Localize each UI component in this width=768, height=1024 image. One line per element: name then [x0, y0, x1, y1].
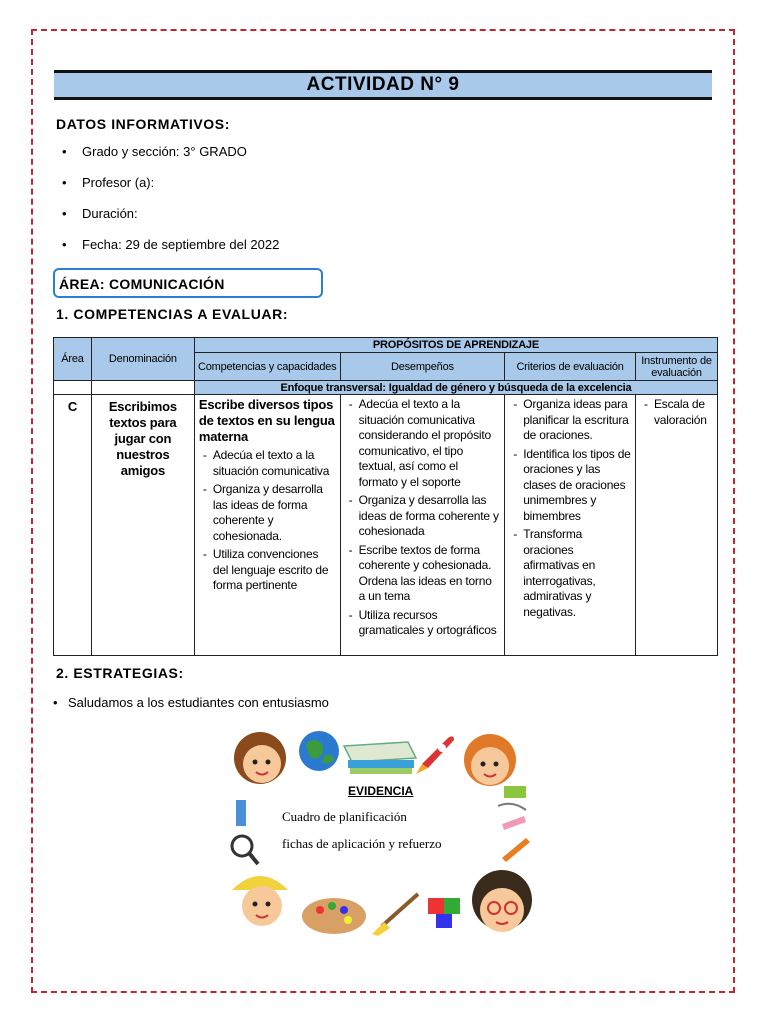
frame-illustration — [222, 722, 544, 936]
list-item: - Organiza y desarrolla las ideas de forma coherente y cohesionada — [345, 493, 501, 540]
puzzle-icon — [428, 898, 460, 928]
header-propositos: PROPÓSITOS DE APRENDIZAJE — [194, 338, 717, 353]
girl-face-icon — [234, 732, 286, 784]
boy-face-icon — [232, 876, 288, 926]
list-item: • Saludamos a los estudiantes con entusiasmo — [53, 695, 329, 710]
marker-icon — [236, 800, 246, 826]
header-criterios: Criterios de evaluación — [505, 353, 636, 381]
list-item: - Organiza ideas para planificar la escritura de oraciones. — [509, 397, 631, 444]
header-instrumento: Instrumento de evaluación — [635, 353, 717, 381]
cell-instrumento — [635, 395, 717, 656]
cell-competencias — [194, 395, 340, 656]
list-item: • Fecha: 29 de septiembre del 2022 — [62, 237, 280, 252]
competencias-heading: 1. COMPETENCIAS A EVALUAR: — [56, 306, 289, 322]
books-icon — [344, 742, 416, 774]
list-item: • Grado y sección: 3° GRADO — [62, 144, 247, 159]
globe-icon — [299, 731, 339, 771]
cell-criterios — [505, 395, 636, 656]
area-label: ÁREA: COMUNICACIÓN — [53, 268, 323, 298]
evidencia-line: fichas de aplicación y refuerzo — [282, 836, 442, 851]
list-item: • Duración: — [62, 206, 138, 221]
header-area: Área — [54, 338, 92, 381]
boy-glasses-icon — [472, 870, 532, 932]
girl-face-2-icon — [464, 734, 516, 786]
cell-area: C — [54, 395, 92, 656]
list-item: - Utiliza recursos gramaticales y ortográficos — [345, 608, 501, 639]
header-competencias: Competencias y capacidades — [194, 353, 340, 381]
header-desempenos: Desempeños — [340, 353, 505, 381]
eraser-icon — [502, 816, 526, 830]
list-item: - Escribe textos de forma coherente y cohesionada. Ordena las ideas en torno a un tema — [345, 543, 501, 605]
enfoque-transversal: Enfoque transversal: Igualdad de género y búsqueda de la excelencia — [194, 381, 717, 395]
estrategias-heading: 2. ESTRATEGIAS: — [56, 665, 184, 681]
glasses-icon — [498, 804, 526, 810]
page-title: ACTIVIDAD N° 9 — [54, 70, 712, 100]
table-row — [54, 395, 718, 656]
list-item: - Utiliza convenciones del lenguaje escrito de forma pertinente — [199, 547, 336, 594]
list-item: - Adecúa el texto a la situación comunicativa — [199, 448, 336, 479]
list-item: - Identifica los tipos de oraciones y las clases de oraciones unimembres y bimembres — [509, 447, 631, 525]
datos-list — [62, 144, 279, 268]
list-item: - Adecúa el texto a la situación comunicativa considerando el propósito comunicativo, el tipo textual, así como el formato y el soporte — [345, 397, 501, 490]
magnifier-icon — [232, 836, 258, 864]
rocket-icon — [416, 736, 454, 774]
competencia-title: Escribe diversos tipos de textos en su lengua materna — [198, 397, 335, 444]
competencias-table — [53, 337, 718, 656]
sharpener-icon — [504, 786, 526, 798]
paint-palette-icon — [302, 898, 366, 934]
evidencia-line: Cuadro de planificación — [282, 809, 407, 824]
brush-icon — [372, 894, 418, 936]
list-item: - Escala de valoración — [640, 397, 713, 428]
list-item: • Profesor (a): — [62, 175, 155, 190]
evidencia-title: EVIDENCIA — [348, 784, 414, 798]
cell-denominacion: Escribimos textos para jugar con nuestros amigos — [91, 395, 194, 656]
pencil-icon — [502, 838, 530, 862]
list-item: - Transforma oraciones afirmativas en interrogativas, admirativas y negativas. — [509, 527, 631, 620]
header-denominacion: Denominación — [91, 338, 194, 381]
list-item: - Organiza y desarrolla las ideas de forma coherente y cohesionada. — [199, 482, 336, 544]
cell-desempenos — [340, 395, 505, 656]
evidencia-frame — [222, 722, 544, 936]
datos-heading: DATOS INFORMATIVOS: — [56, 116, 230, 132]
